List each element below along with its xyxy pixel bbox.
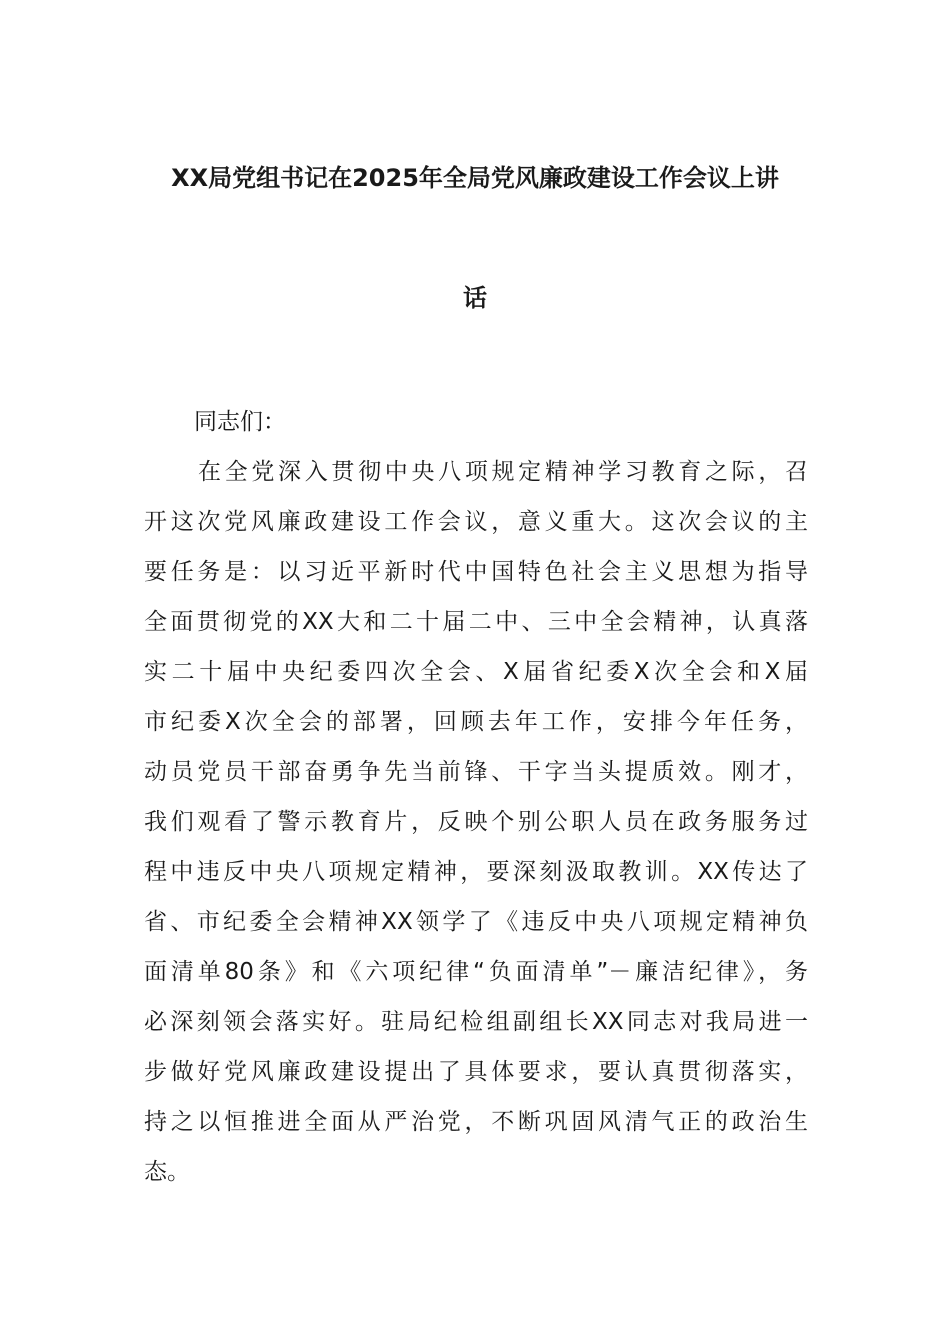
paragraph-line: 程中违反中央八项规定精神，要深刻汲取教训。XX传达了 [144,859,808,885]
paragraph-line: 持之以恒推进全面从严治党，不断巩固风清气正的政治生 [144,1109,808,1135]
document-title-line2: 话 [463,284,487,312]
paragraph-line: 全面贯彻党的XX大和二十届二中、三中全会精神，认真落 [144,609,808,635]
paragraph-line: 必深刻领会落实好。驻局纪检组副组长XX同志对我局进一 [144,1009,808,1035]
paragraph-line: 实二十届中央纪委四次全会、X届省纪委X次全会和X届 [144,659,808,685]
paragraph-line: 市纪委X次全会的部署，回顾去年工作，安排今年任务， [144,709,808,735]
greeting: 同志们： [194,409,286,435]
document-title-line1: XX局党组书记在2025年全局党风廉政建设工作会议上讲 [171,164,779,192]
paragraph-line: 我们观看了警示教育片，反映个别公职人员在政务服务过 [144,809,808,835]
paragraph-line: 面清单80条》和《六项纪律“负面清单”－廉洁纪律》，务 [144,959,808,985]
paragraph-line: 动员党员干部奋勇争先当前锋、干字当头提质效。刚才， [144,759,808,785]
paragraph-line: 要任务是：以习近平新时代中国特色社会主义思想为指导 [144,559,808,585]
paragraph-line: 态。 [144,1159,190,1185]
paragraph-line: 开这次党风廉政建设工作会议，意义重大。这次会议的主 [144,509,808,535]
paragraph-line: 步做好党风廉政建设提出了具体要求，要认真贯彻落实， [144,1059,808,1085]
paragraph-line: 在全党深入贯彻中央八项规定精神学习教育之际，召 [198,459,808,485]
paragraph-line: 省、市纪委全会精神XX领学了《违反中央八项规定精神负 [144,909,808,935]
body-paragraph [144,447,808,1197]
